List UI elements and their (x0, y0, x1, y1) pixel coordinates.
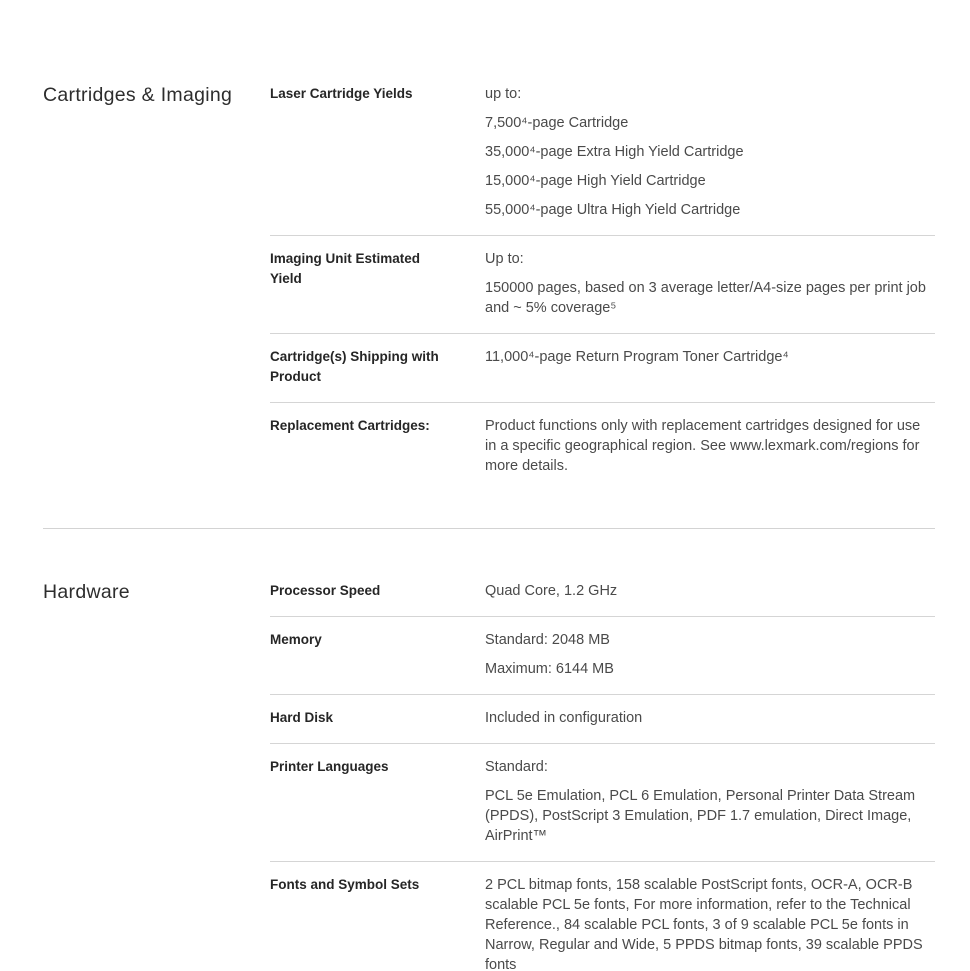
spec-value-line: Standard: (485, 759, 548, 775)
spec-row-value (485, 875, 935, 971)
spec-row-value (485, 347, 935, 367)
spec-value-line: PCL 5e Emulation, PCL 6 Emulation, Personal Printer Data Stream (PPDS), PostScript 3 Emulation, PDF 1.7 emulation, Direct Image, AirPrint™ (485, 788, 916, 844)
spec-row-label: Hard Disk (270, 710, 334, 725)
spec-value-line: 15,000⁴-page High Yield Cartridge (485, 173, 706, 189)
spec-row-value (485, 581, 935, 601)
section-cartridges-imaging (43, 78, 935, 491)
spec-rows (270, 78, 935, 491)
spec-rows (270, 575, 935, 971)
section-title: Cartridges & Imaging (43, 84, 233, 106)
spec-value-line: 55,000⁴-page Ultra High Yield Cartridge (485, 202, 741, 218)
spec-row-label: Cartridge(s) Shipping with Product (270, 349, 439, 384)
spec-row-label: Replacement Cartridges: (270, 418, 430, 433)
spec-row-cartridge-s-shipping-with-product (270, 333, 935, 402)
spec-row-laser-cartridge-yields (270, 78, 935, 235)
spec-row-memory (270, 616, 935, 694)
section-title: Hardware (43, 581, 130, 603)
spec-row-printer-languages (270, 743, 935, 861)
spec-row-value (485, 708, 935, 728)
spec-row-value (485, 416, 935, 476)
spec-row-value (485, 84, 935, 220)
spec-value-line: 11,000⁴-page Return Program Toner Cartridge⁴ (485, 349, 789, 365)
spec-value-line: 2 PCL bitmap fonts, 158 scalable PostScript fonts, OCR-A, OCR-B scalable PCL 5e fonts, For more information, refer to the Technical Reference., 84 scalable PCL fonts, 3 of 9 scalable PCL 5e fonts in Narrow, Regular and Wide, 5 PPDS bitmap fonts, 39 scalable PPDS fonts (485, 877, 923, 971)
spec-value-line: Quad Core, 1.2 GHz (485, 583, 618, 599)
spec-value-line: Maximum: 6144 MB (485, 661, 614, 677)
spec-value-line: Product functions only with replacement cartridges designed for use in a specific geographical region. See www.lexmark.com/regions for more details. (485, 418, 921, 474)
spec-value-line: 150000 pages, based on 3 average letter/A4-size pages per print job and ~ 5% coverage⁵ (485, 280, 926, 316)
spec-value-line: 7,500⁴-page Cartridge (485, 115, 629, 131)
spec-row-processor-speed (270, 575, 935, 616)
spec-row-value (485, 249, 935, 318)
spec-row-imaging-unit-estimated-yield (270, 235, 935, 333)
spec-row-label: Memory (270, 632, 322, 647)
spec-row-label: Processor Speed (270, 583, 381, 598)
spec-row-value (485, 630, 935, 679)
section-hardware (43, 575, 935, 971)
spec-value-line: 35,000⁴-page Extra High Yield Cartridge (485, 144, 744, 160)
spec-value-line: Included in configuration (485, 710, 643, 726)
spec-value-line: up to: (485, 86, 522, 102)
spec-row-hard-disk (270, 694, 935, 743)
spec-row-fonts-and-symbol-sets (270, 861, 935, 971)
section-divider (43, 528, 935, 529)
spec-value-line: Up to: (485, 251, 524, 267)
spec-value-line: Standard: 2048 MB (485, 632, 610, 648)
spec-row-label: Fonts and Symbol Sets (270, 877, 420, 892)
spec-row-value (485, 757, 935, 846)
spec-row-label: Imaging Unit Estimated Yield (270, 251, 421, 286)
spec-row-replacement-cartridges (270, 402, 935, 491)
spec-row-label: Laser Cartridge Yields (270, 86, 413, 101)
spec-row-label: Printer Languages (270, 759, 389, 774)
